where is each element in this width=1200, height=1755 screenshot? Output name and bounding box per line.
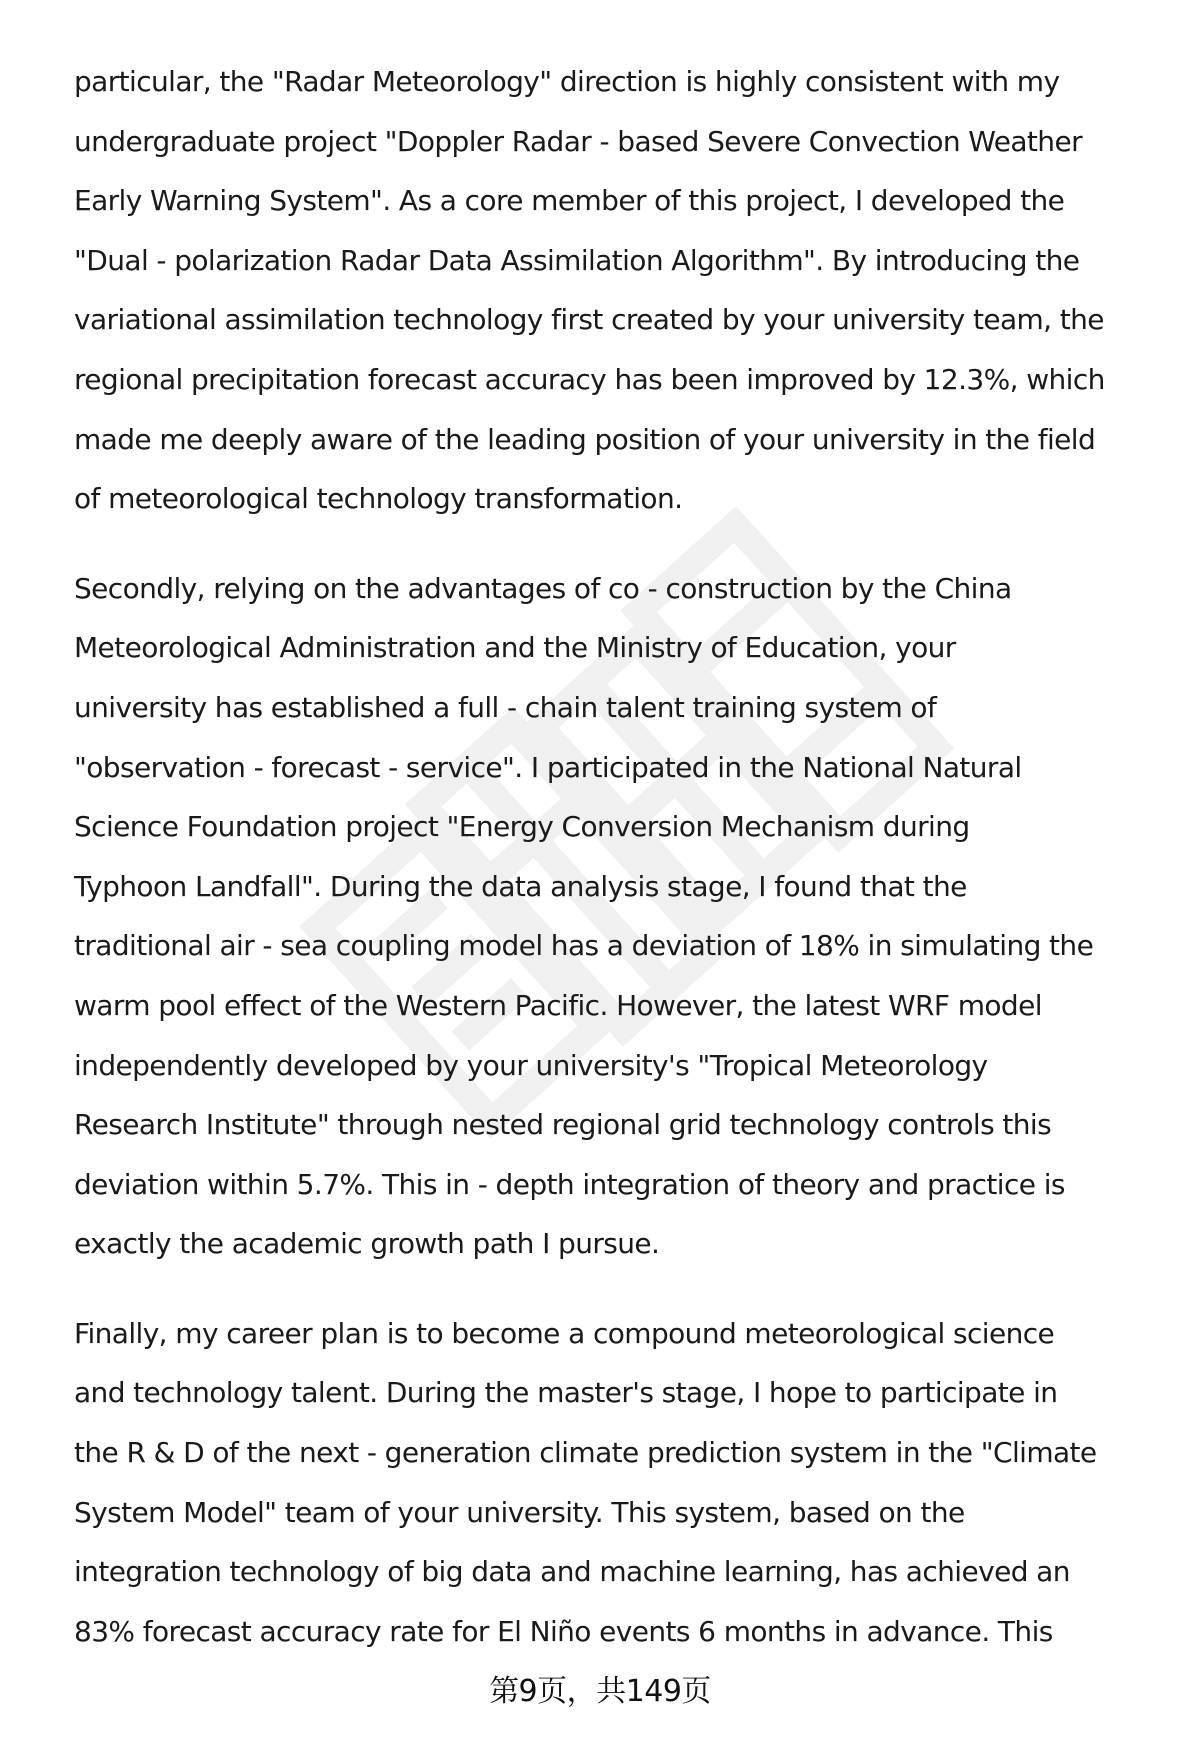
text-line: traditional air - sea coupling model has a deviation of 18% in simulating the [74, 929, 1094, 963]
text-line: variational assimilation technology first created by your university team, the [74, 303, 1104, 337]
text-line: Finally, my career plan is to become a compound meteorological science [74, 1316, 1055, 1350]
text-line: undergraduate project "Doppler Radar - based Severe Convection Weather [74, 124, 1082, 158]
text-line: independently developed by your university's "Tropical Meteorology [74, 1048, 988, 1082]
text-line: 83% forecast accuracy rate for El Niño events 6 months in advance. This [74, 1614, 1053, 1648]
text-line: deviation within 5.7%. This in - depth integration of theory and practice is [74, 1167, 1065, 1201]
text-line: the R & D of the next - generation climate prediction system in the "Climate [74, 1436, 1097, 1470]
text-line: made me deeply aware of the leading position of your university in the field [74, 422, 1096, 456]
text-line: Science Foundation project "Energy Conversion Mechanism during [74, 810, 970, 844]
text-line: regional precipitation forecast accuracy has been improved by 12.3%, which [74, 362, 1105, 396]
text-line: integration technology of big data and machine learning, has achieved an [74, 1555, 1070, 1589]
text-line: university has established a full - chain talent training system of [74, 690, 937, 724]
text-line: exactly the academic growth path I pursue. [74, 1227, 660, 1261]
text-line: System Model" team of your university. This system, based on the [74, 1495, 965, 1529]
paragraph [74, 1304, 1164, 1662]
text-line: warm pool effect of the Western Pacific. However, the latest WRF model [74, 988, 1042, 1022]
text-line: Meteorological Administration and the Ministry of Education, your [74, 631, 956, 665]
text-line: Typhoon Landfall". During the data analysis stage, I found that the [74, 869, 967, 903]
paragraph [74, 52, 1164, 529]
text-line: particular, the "Radar Meteorology" direction is highly consistent with my [74, 65, 1060, 98]
body-text [74, 52, 1164, 1691]
text-line: Early Warning System". As a core member of this project, I developed the [74, 184, 1065, 218]
text-line: Secondly, relying on the advantages of co - construction by the China [74, 571, 1012, 605]
text-line: of meteorological technology transformation. [74, 482, 683, 516]
text-line: "observation - forecast - service". I participated in the National Natural [74, 750, 1022, 784]
text-line: Research Institute" through nested regional grid technology controls this [74, 1108, 1052, 1142]
text-line: and technology talent. During the master's stage, I hope to participate in [74, 1376, 1058, 1410]
paragraph [74, 559, 1164, 1274]
text-line: "Dual - polarization Radar Data Assimilation Algorithm". By introducing the [74, 243, 1080, 277]
page-number-footer: 第9页，共149页 [489, 1674, 711, 1709]
